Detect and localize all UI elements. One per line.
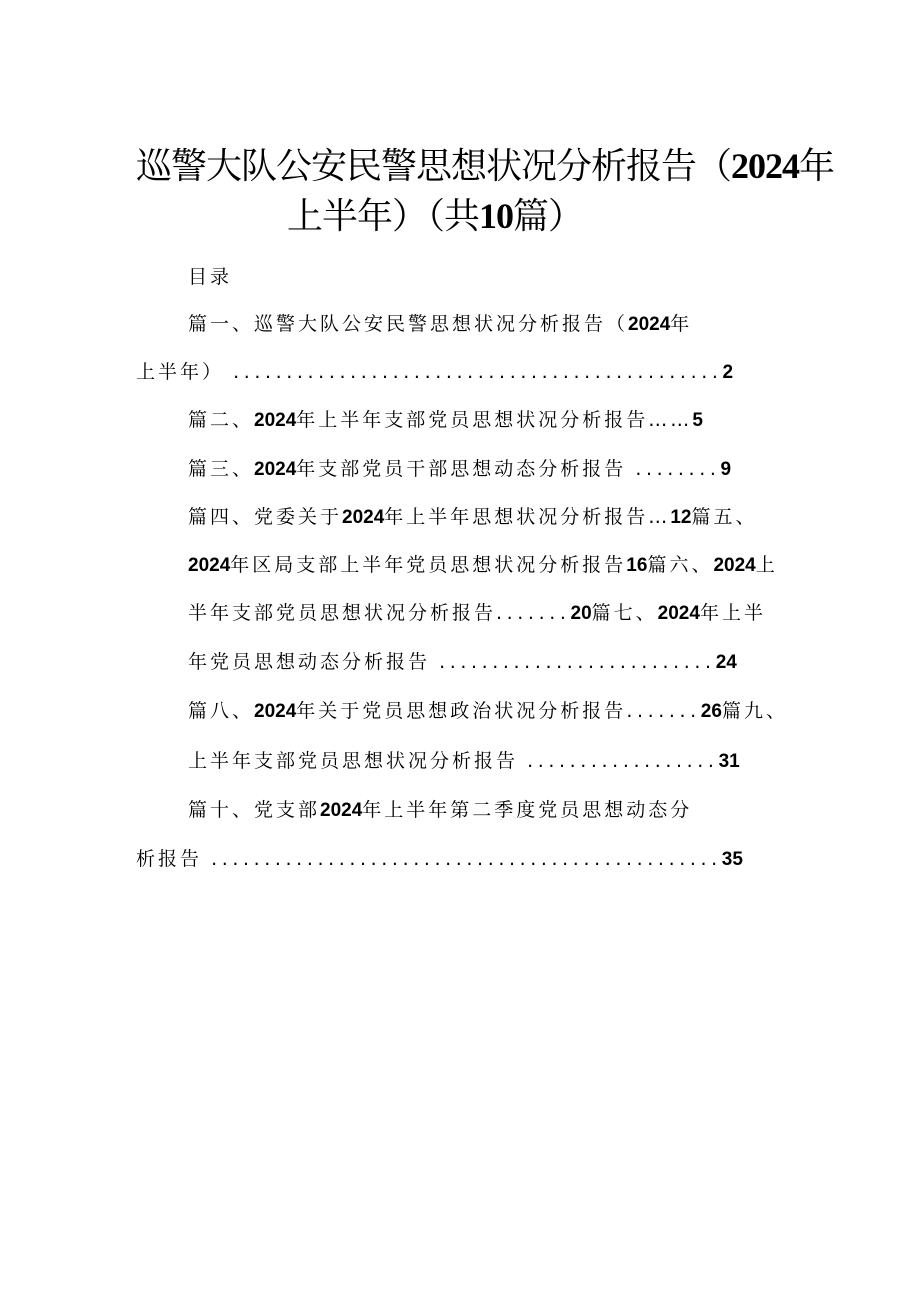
toc-text: 年 <box>670 313 693 335</box>
toc-entry-2[interactable] <box>188 407 703 434</box>
toc-page-number: 26 <box>700 701 722 722</box>
toc-entry-7[interactable] <box>188 649 737 676</box>
toc-text: 篇十、党支部 <box>188 799 321 821</box>
toc-entry-8[interactable] <box>188 698 788 725</box>
toc-text: 年上半年支部党员思想状况分析报告…… <box>296 409 693 431</box>
toc-leader: ....... <box>626 700 701 722</box>
title-text: 年 <box>799 146 835 187</box>
title-year: 2024 <box>731 146 800 186</box>
toc-leader: ................................................ <box>211 848 722 870</box>
toc-text: 篇三、 <box>188 458 255 480</box>
toc-year: 2024 <box>320 800 363 821</box>
toc-text: 上半年支部党员思想状况分析报告 <box>188 750 519 772</box>
toc-text: 篇八、 <box>188 700 255 722</box>
toc-leader: ........ <box>635 458 721 480</box>
toc-text: 年上半年第二季度党员思想动态分 <box>362 799 693 821</box>
toc-entry-5[interactable] <box>188 552 778 579</box>
document-title-line-1 <box>136 138 834 189</box>
toc-text: 篇七、 <box>591 602 658 624</box>
title-text: 篇） <box>513 196 584 237</box>
title-text: 巡警大队公安民警思想状况分析报告（ <box>136 146 732 187</box>
toc-page-number: 24 <box>715 652 737 673</box>
toc-text: 年党员思想动态分析报告 <box>188 651 431 673</box>
toc-entry-3[interactable] <box>188 456 731 483</box>
toc-year: 2024 <box>188 555 231 576</box>
toc-year: 2024 <box>657 603 700 624</box>
toc-page-number: 5 <box>692 410 703 431</box>
toc-entry-4[interactable] <box>188 504 757 531</box>
toc-text: 年上半年思想状况分析报告… <box>384 506 671 528</box>
title-count: 10 <box>479 196 514 236</box>
toc-entry-6[interactable] <box>188 600 766 627</box>
toc-entry-9[interactable] <box>188 748 740 775</box>
toc-text: 年区局支部上半年党员思想状况分析报告 <box>230 554 627 576</box>
toc-leader: .......................... <box>439 651 716 673</box>
toc-leader: .................. <box>527 750 719 772</box>
toc-text: 篇六、 <box>647 554 714 576</box>
toc-entry-10-cont[interactable] <box>136 846 743 873</box>
toc-page-number: 9 <box>720 459 732 480</box>
toc-page-number: 35 <box>721 849 743 870</box>
toc-text: 年上半 <box>699 602 766 624</box>
toc-year: 2024 <box>254 459 297 480</box>
toc-entry-1[interactable] <box>188 311 692 338</box>
toc-text: 上 <box>755 554 778 576</box>
toc-page-number: 31 <box>718 751 740 772</box>
toc-page-number: 2 <box>722 362 734 383</box>
toc-text: 篇九、 <box>721 700 788 722</box>
toc-year: 2024 <box>254 410 297 431</box>
toc-text: 年关于党员思想政治状况分析报告 <box>296 700 627 722</box>
toc-text: 上半年） <box>136 361 225 383</box>
toc-page-number: 20 <box>570 603 592 624</box>
toc-page-number: 12 <box>670 507 692 528</box>
toc-text: 年支部党员干部思想动态分析报告 <box>296 458 627 480</box>
toc-page-number: 16 <box>626 555 648 576</box>
toc-entry-1-cont[interactable] <box>136 359 733 386</box>
toc-text: 篇四、党委关于 <box>188 506 343 528</box>
toc-year: 2024 <box>254 701 297 722</box>
toc-text: 篇一、巡警大队公安民警思想状况分析报告（ <box>188 313 629 335</box>
toc-leader: ....... <box>496 602 571 624</box>
toc-leader: .............................................. <box>233 361 723 383</box>
toc-year: 2024 <box>342 507 385 528</box>
title-text: 上半年）（共 <box>287 196 480 237</box>
toc-year: 2024 <box>628 314 671 335</box>
toc-text: 篇二、 <box>188 409 255 431</box>
toc-entry-10[interactable] <box>188 797 692 824</box>
toc-text: 析报告 <box>136 848 203 870</box>
toc-text: 篇五、 <box>691 506 758 528</box>
toc-text: 半年支部党员思想状况分析报告 <box>188 602 497 624</box>
document-title-line-2 <box>287 188 583 239</box>
toc-year: 2024 <box>713 555 756 576</box>
toc-heading: 目录 <box>188 266 233 288</box>
